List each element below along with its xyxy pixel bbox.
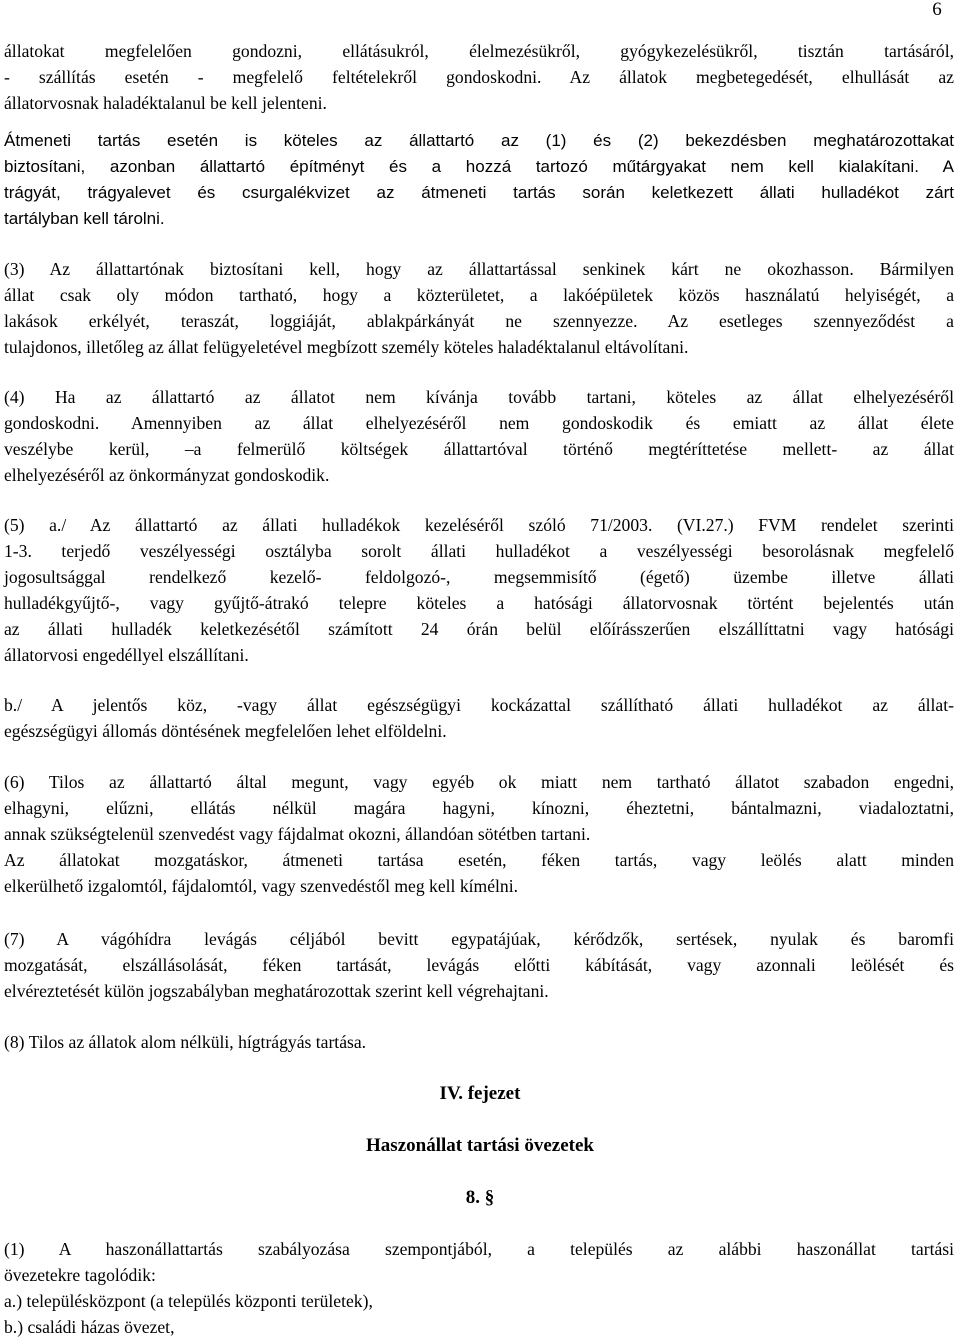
text-line: (3) Az állattartónak biztosítani kell, hogy az állattartással senkinek kárt ne okozhasson. Bármilyen [4,259,954,279]
text-line: elvéreztetését külön jogszabályban meghatározottak szerint kell végrehajtani. [4,981,549,1001]
text-line: (7) A vágóhídra levágás céljából bevitt egypatájúak, kérődzők, sertések, nyulak és baromfi [4,929,954,949]
text-line: állat csak oly módon tartható, hogy a közterületet, a lakóépületek közös használatú helyiségét, a [4,285,954,305]
paragraph-5a [4,512,954,668]
text-line: elhagyni, elűzni, ellátás nélkül magára hagyni, kínozni, éheztetni, bántalmazni, viadaloztatni, [4,798,954,818]
text-line: - szállítás esetén - megfelelő feltételekről gondoskodni. Az állatok megbetegedését, elhullását az [4,67,954,87]
text-line: (6) Tilos az állattartó által megunt, vagy egyéb ok miatt nem tartható állatot szabadon engedni, [4,772,954,792]
text-line: tulajdonos, illetőleg az állat felügyeletével megbízott személy köteles haladéktalanul eltávolítani. [4,337,689,357]
text-line: annak szükségtelenül szenvedést vagy fájdalmat okozni, állandóan sötétben tartani. [4,824,591,844]
paragraph-4 [4,384,954,488]
paragraph-8 [4,1029,954,1055]
text-line: (1) A haszonállattartás szabályozása szempontjából, a település az alábbi haszonállat tartási [4,1239,954,1259]
text-line: Az állatokat mozgatáskor, átmeneti tartása esetén, féken tartás, vagy leölés alatt minden [4,850,954,870]
text-line: állatorvosi engedéllyel elszállítani. [4,645,249,665]
text-line: hulladékgyűjtő-, vagy gyűjtő-átrakó telepre köteles a hatósági állatorvosnak történt bejelentés után [4,593,954,613]
text-line: elkerülhető izgalomtól, fájdalomtól, vagy szenvedéstől meg kell kímélni. [4,876,518,896]
paragraph-7 [4,926,954,1004]
paragraph-3 [4,256,954,360]
paragraph-intro [4,38,954,116]
text-line: trágyát, trágyalevet és csurgalékvizet az átmeneti tartás során keletkezett állati hulladékot zárt [4,183,954,202]
text-line: (8) Tilos az állatok alom nélküli, hígtrágyás tartása. [4,1032,367,1052]
chapter-heading: IV. fejezet [439,1083,521,1104]
text-line: mozgatását, elszállásolását, féken tartását, levágás előtti kábítását, vagy azonnali leölését és [4,955,954,975]
text-line: Átmeneti tartás esetén is köteles az állattartó az (1) és (2) bekezdésben meghatározottakat [4,131,954,150]
section-number: 8. § [465,1187,495,1208]
text-line: övezetekre tagolódik: [4,1265,156,1285]
page-number: 6 [932,0,942,20]
paragraph-6 [4,769,954,899]
text-line: b./ A jelentős köz, -vagy állat egészségügyi kockázattal szállítható állati hulladékot az állat- [4,695,954,715]
text-line: állatorvosnak haladéktalanul be kell jelenteni. [4,93,327,113]
text-line: az állati hulladék keletkezésétől számított 24 órán belül előírásszerűen elszállíttatni vagy hatósági [4,619,954,639]
paragraph-atmeneti [4,128,954,232]
text-line: b.) családi házas övezet, [4,1317,175,1337]
text-line: jogosultsággal rendelkező kezelő- feldolgozó-, megsemmisítő (égető) üzembe illetve állati [4,567,954,587]
text-line: gondoskodni. Amennyiben az állat elhelyezéséről nem gondoskodik és emiatt az állat élete [4,413,954,433]
paragraph-8-1 [4,1236,954,1340]
text-line: elhelyezéséről az önkormányzat gondoskodik. [4,465,330,485]
text-line: a.) településközpont (a település központi területek), [4,1291,373,1311]
text-line: 1-3. terjedő veszélyességi osztályba sorolt állati hulladékot a veszélyességi besorolásnak megfelelő [4,541,954,561]
text-line: egészségügyi állomás döntésének megfelelően lehet elföldelni. [4,721,447,741]
text-line: (4) Ha az állattartó az állatot nem kívánja tovább tartani, köteles az állat elhelyezéséről [4,387,954,407]
text-line: tartályban kell tárolni. [4,209,165,228]
text-line: veszélybe kerül, –a felmerülő költségek állattartóval történő megtéríttetése mellett- az állat [4,439,954,459]
text-line: biztosítani, azonban állattartó építményt és a hozzá tartozó műtárgyakat nem kell kialakítani. A [4,157,954,176]
text-line: állatokat megfelelően gondozni, ellátásukról, élelmezésükről, gyógykezelésükről, tisztán tartásáról, [4,41,954,61]
paragraph-5b [4,692,954,744]
text-line: (5) a./ Az állattartó az állati hulladékok kezeléséről szóló 71/2003. (VI.27.) FVM rendelet szerinti [4,515,954,535]
text-line: lakások erkélyét, teraszát, loggiáját, ablakpárkányát ne szennyezze. Az esetleges szennyeződést a [4,311,954,331]
chapter-title: Haszonállat tartási övezetek [366,1135,594,1156]
